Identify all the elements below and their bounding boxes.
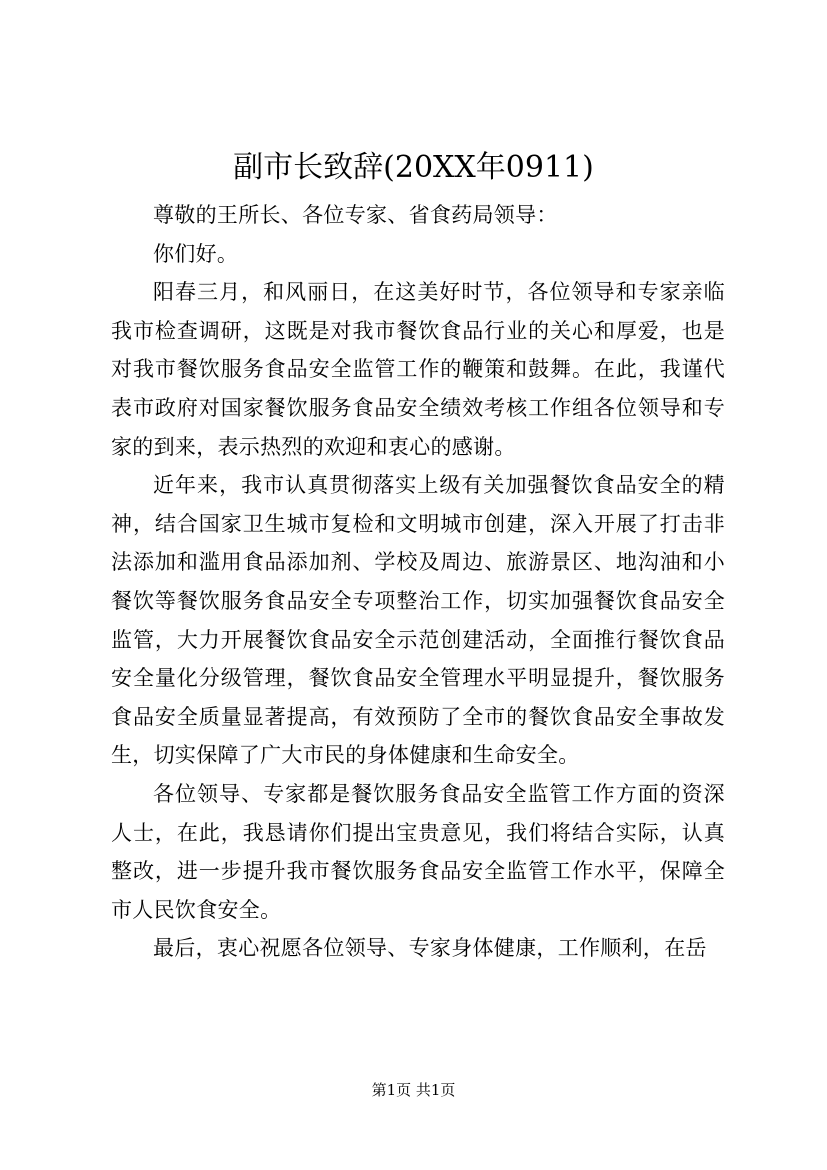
paragraph: 各位领导、专家都是餐饮服务食品安全监管工作方面的资深人士，在此，我恳请你们提出宝贵意见，我们将结合实际，认真整改，进一步提升我市餐饮服务食品安全监管工作水平，保障全市人民饮食安全。 [111, 781, 725, 922]
salutation: 尊敬的王所长、各位专家、省食药局领导： [153, 203, 558, 227]
paragraph: 近年来，我市认真贯彻落实上级有关加强餐饮食品安全的精神，结合国家卫生城市复检和文明城市创建，深入开展了打击非法添加和滥用食品添加剂、学校及周边、旅游景区、地沟油和小餐饮等餐饮服务食品安全专项整治工作，切实加强餐饮食品安全监管，大力开展餐饮食品安全示范创建活动，全面推行餐饮食品安全量化分级管理，餐饮食品安全管理水平明显提升，餐饮服务食品安全质量显著提高，有效预防了全市的餐饮食品安全事故发生，切实保障了广大市民的身体健康和生命安全。 [111, 473, 725, 768]
document-body [111, 196, 725, 968]
greeting: 你们好。 [153, 241, 239, 266]
page-title: 副市长致辞(20XX年0911) [233, 150, 594, 185]
page-footer: 第1页 共1页 [371, 1081, 456, 1099]
paragraph: 阳春三月，和风丽日，在这美好时节，各位领导和专家亲临我市检查调研，这既是对我市餐饮食品行业的关心和厚爱，也是对我市餐饮服务食品安全监管工作的鞭策和鼓舞。在此，我谨代表市政府对国家餐饮服务食品安全绩效考核工作组各位领导和专家的到来，表示热烈的欢迎和衷心的感谢。 [111, 280, 725, 459]
paragraph: 最后，衷心祝愿各位领导、专家身体健康，工作顺利，在岳 [153, 936, 707, 961]
